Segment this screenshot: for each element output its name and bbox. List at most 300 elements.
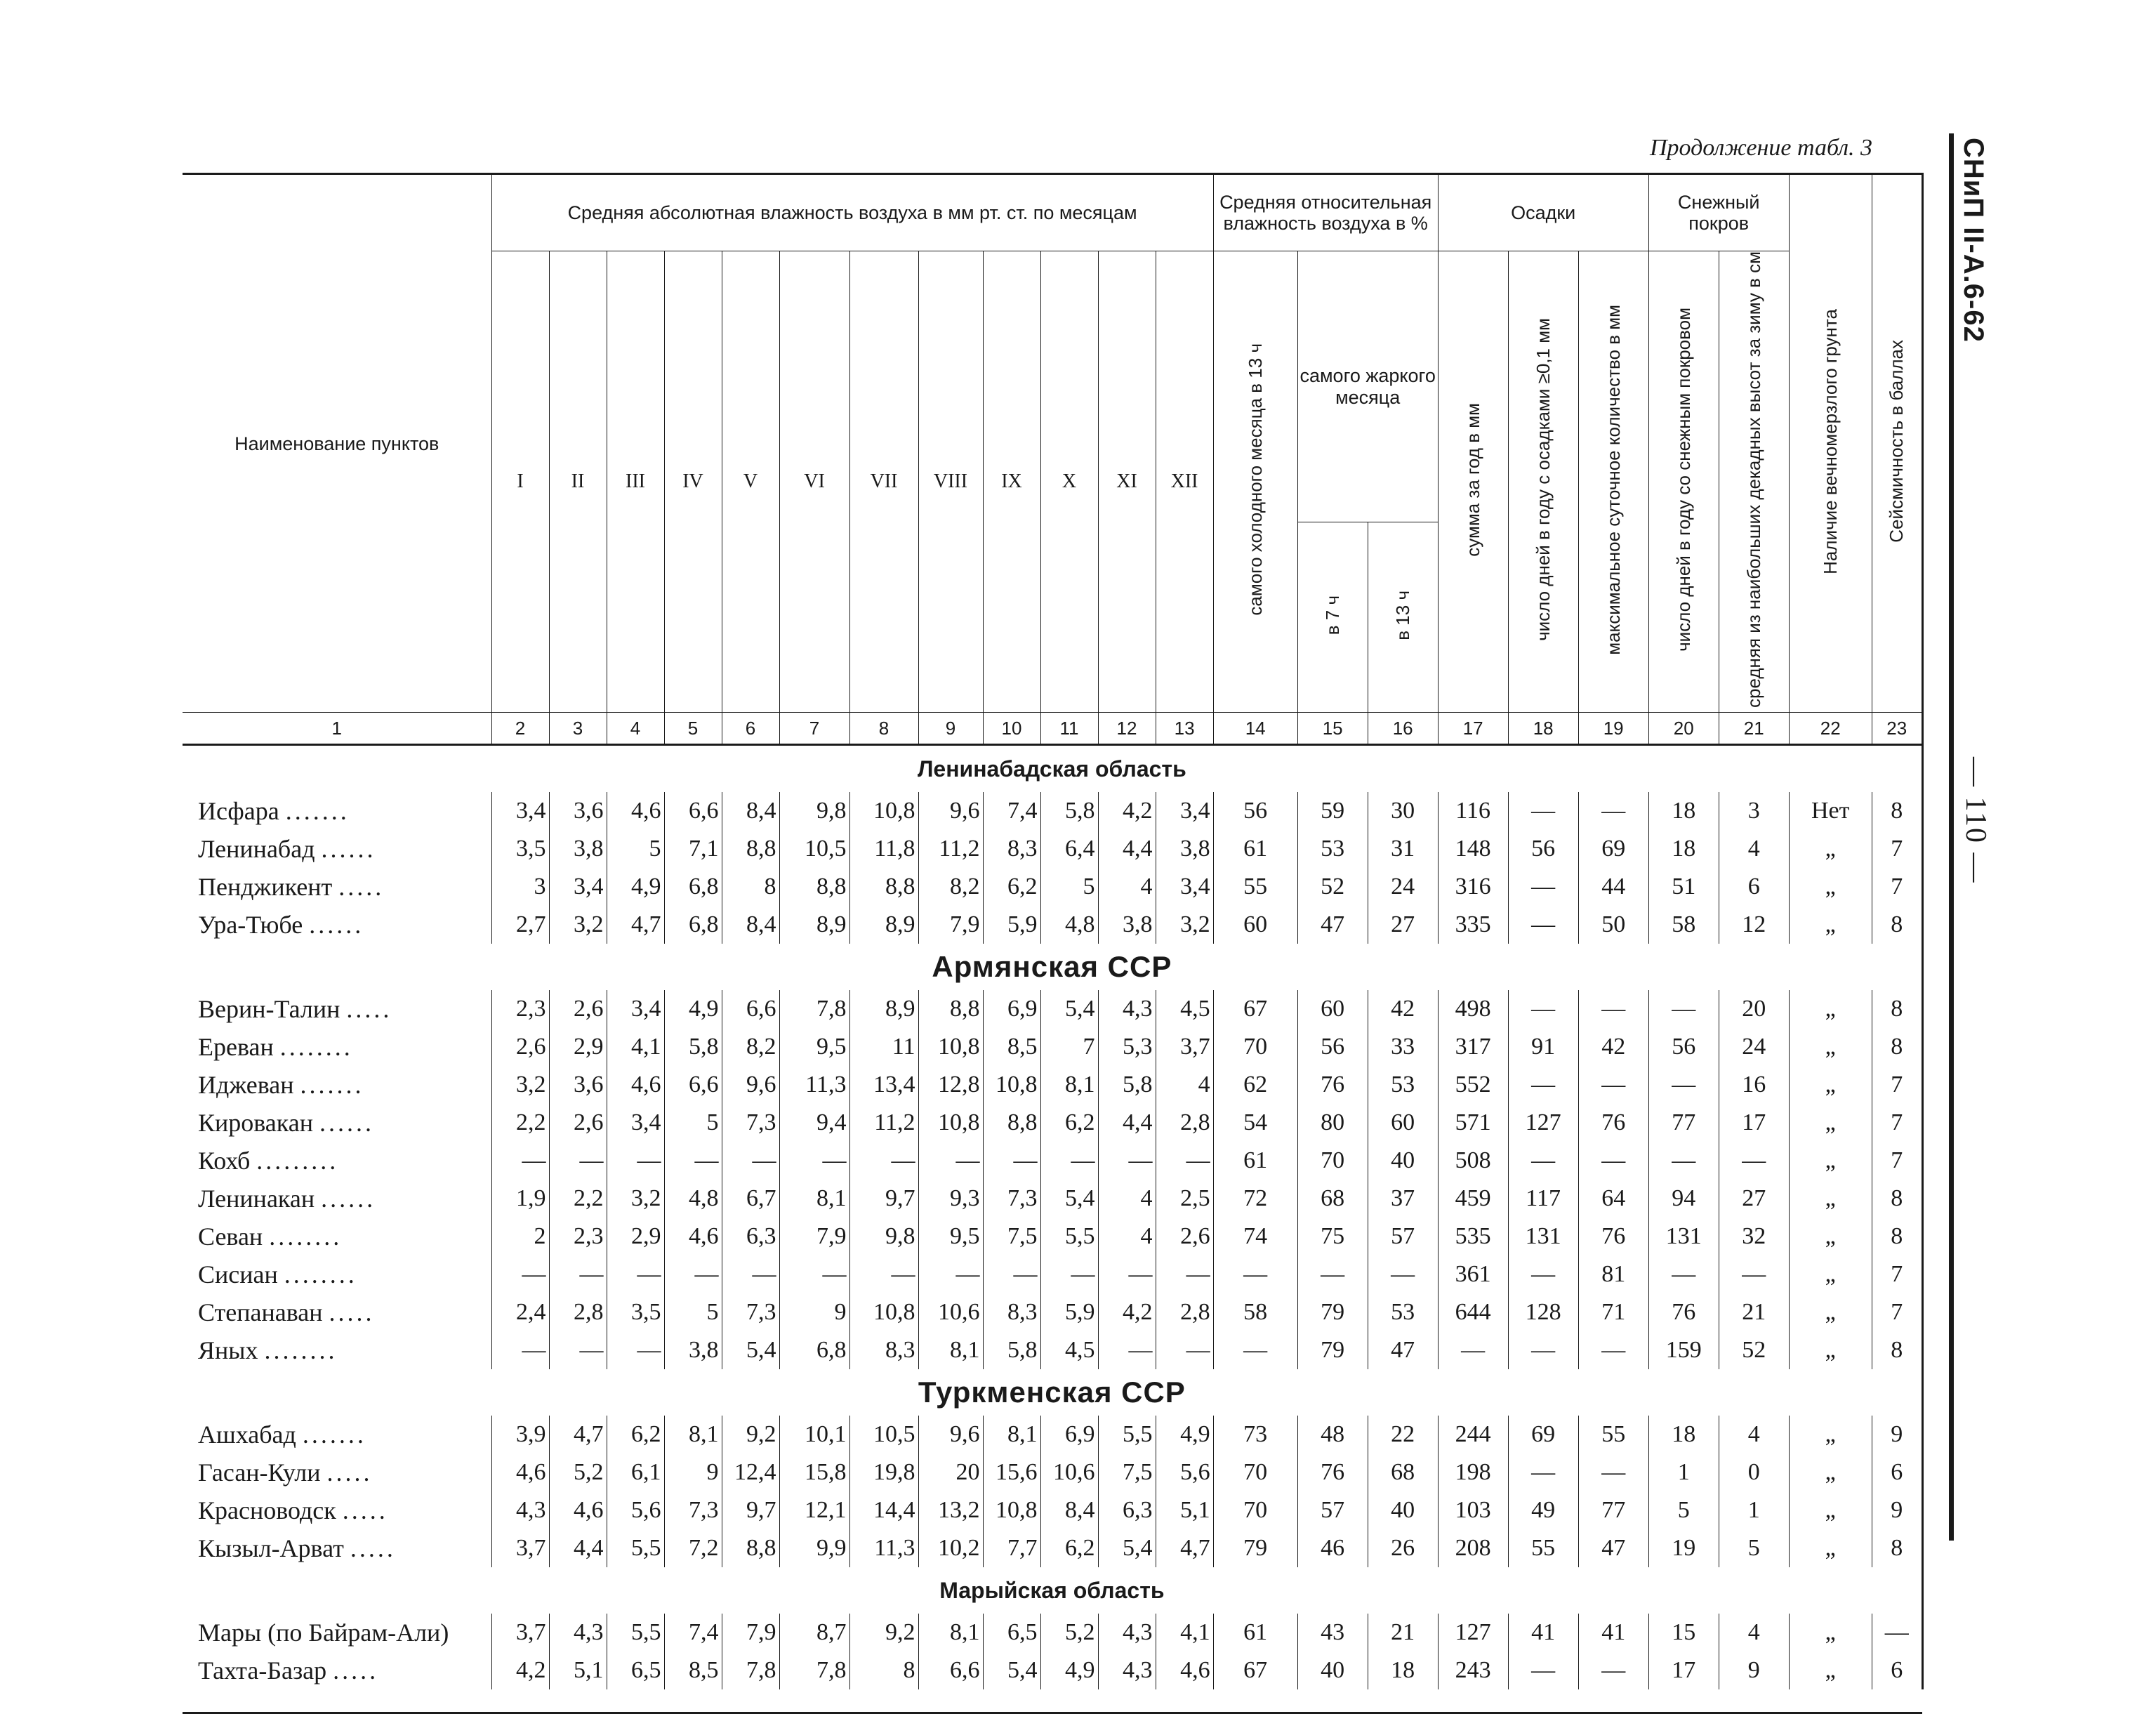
value-cell: 11,8 [849, 830, 918, 868]
leader-dots: ........ [284, 1260, 357, 1289]
region-row [183, 745, 1922, 793]
value-cell: 7 [1872, 868, 1922, 906]
value-cell: 17 [1648, 1652, 1719, 1689]
value-cell: 60 [1213, 906, 1297, 944]
value-cell: 5,1 [1156, 1491, 1213, 1529]
value-cell: 5,4 [983, 1652, 1040, 1689]
value-cell: 9,4 [779, 1104, 849, 1142]
station-name-cell [183, 906, 491, 944]
value-cell: 128 [1508, 1293, 1578, 1331]
value-cell: 1 [1719, 1491, 1789, 1529]
value-cell: 8,8 [983, 1104, 1040, 1142]
value-cell: 10,5 [779, 830, 849, 868]
value-cell: 70 [1213, 1028, 1297, 1066]
value-cell: 11,3 [779, 1066, 849, 1104]
station-name-cell [183, 868, 491, 906]
value-cell: 208 [1438, 1529, 1508, 1567]
region-title: Армянская ССР [932, 950, 1172, 984]
value-cell: 4 [1719, 1416, 1789, 1453]
value-cell: 11,2 [849, 1104, 918, 1142]
value-cell: 7,9 [918, 906, 983, 944]
value-cell: 10,8 [983, 1066, 1040, 1104]
month-header: XI [1098, 251, 1156, 713]
value-cell: 8,1 [918, 1331, 983, 1369]
value-cell: 9,9 [779, 1529, 849, 1567]
column-number: 18 [1508, 713, 1578, 745]
value-cell: 5,8 [983, 1331, 1040, 1369]
value-cell: „ [1789, 906, 1872, 944]
value-cell: 9 [779, 1293, 849, 1331]
value-cell: 27 [1719, 1180, 1789, 1218]
value-cell: 3,4 [1156, 868, 1213, 906]
value-cell: 76 [1297, 1066, 1368, 1104]
value-cell: 3,4 [607, 990, 664, 1028]
month-header: X [1040, 251, 1098, 713]
value-cell: 6,9 [1040, 1416, 1098, 1453]
value-cell: 8,9 [779, 906, 849, 944]
value-cell: 75 [1297, 1218, 1368, 1255]
value-cell: 76 [1578, 1218, 1648, 1255]
value-cell: „ [1789, 1652, 1872, 1689]
value-cell: 8 [1872, 1028, 1922, 1066]
value-cell: — [664, 1142, 722, 1180]
value-cell: 5,1 [549, 1652, 607, 1689]
value-cell: 8 [1872, 1331, 1922, 1369]
value-cell: 7,5 [983, 1218, 1040, 1255]
value-cell: — [1508, 906, 1578, 944]
value-cell: 19 [1648, 1529, 1719, 1567]
value-cell: — [1719, 1142, 1789, 1180]
value-cell: 6,6 [722, 990, 779, 1028]
value-cell: 8,8 [779, 868, 849, 906]
column-number: 10 [983, 713, 1040, 745]
value-cell: „ [1789, 1066, 1872, 1104]
value-cell: „ [1789, 1255, 1872, 1293]
column-number: 11 [1040, 713, 1098, 745]
value-cell: 18 [1648, 792, 1719, 830]
value-cell: 7,2 [664, 1529, 722, 1567]
value-cell: 24 [1719, 1028, 1789, 1066]
value-cell: 70 [1297, 1142, 1368, 1180]
station-name-cell [183, 792, 491, 830]
value-cell: 7,3 [722, 1293, 779, 1331]
column-number: 17 [1438, 713, 1508, 745]
value-cell: 2,2 [491, 1104, 549, 1142]
value-cell: 4,7 [549, 1416, 607, 1453]
value-cell: — [1297, 1255, 1368, 1293]
value-cell: 6,3 [722, 1218, 779, 1255]
value-cell: 5,4 [1098, 1529, 1156, 1567]
leader-dots: ..... [326, 1458, 373, 1487]
value-cell: 10,6 [1040, 1453, 1098, 1491]
station-name: Гасан-Кули [198, 1458, 321, 1487]
value-cell: 12,8 [918, 1066, 983, 1104]
value-cell: 9,6 [918, 1416, 983, 1453]
value-cell: „ [1789, 1453, 1872, 1491]
value-cell: 8,9 [849, 990, 918, 1028]
value-cell: 5,2 [549, 1453, 607, 1491]
region-row [183, 1369, 1922, 1416]
value-cell: 644 [1438, 1293, 1508, 1331]
header-at-13: в 13 ч [1368, 522, 1438, 713]
leader-dots: ..... [342, 1496, 388, 1525]
value-cell: — [1098, 1255, 1156, 1293]
value-cell: 4,9 [607, 868, 664, 906]
month-header: V [722, 251, 779, 713]
column-number: 14 [1213, 713, 1297, 745]
value-cell: 3 [1719, 792, 1789, 830]
value-cell: 7,8 [722, 1652, 779, 1689]
value-cell: 13,2 [918, 1491, 983, 1529]
value-cell: 33 [1368, 1028, 1438, 1066]
value-cell: 8,1 [779, 1180, 849, 1218]
value-cell: 8,1 [983, 1416, 1040, 1453]
table-row [183, 906, 1922, 944]
value-cell: 71 [1578, 1293, 1648, 1331]
station-name-cell [183, 1416, 491, 1453]
value-cell: — [1438, 1331, 1508, 1369]
value-cell: 3,8 [664, 1331, 722, 1369]
value-cell: 3,5 [491, 830, 549, 868]
value-cell: 61 [1213, 1614, 1297, 1652]
value-cell: — [491, 1255, 549, 1293]
value-cell: 7 [1872, 830, 1922, 868]
value-cell: 4,6 [607, 1066, 664, 1104]
station-name: Пенджикент [198, 873, 333, 902]
value-cell: 7,8 [779, 990, 849, 1028]
value-cell: 64 [1578, 1180, 1648, 1218]
value-cell: 5 [664, 1104, 722, 1142]
leader-dots: ...... [321, 1185, 376, 1213]
value-cell: 7,3 [722, 1104, 779, 1142]
table-row [183, 1180, 1922, 1218]
value-cell: 3,6 [549, 792, 607, 830]
value-cell: 2,2 [549, 1180, 607, 1218]
value-cell: 5 [1648, 1491, 1719, 1529]
value-cell: 9,2 [849, 1614, 918, 1652]
value-cell: 3,4 [549, 868, 607, 906]
value-cell: 5,3 [1098, 1028, 1156, 1066]
station-name-cell [183, 1529, 491, 1567]
station-name-cell [183, 1066, 491, 1104]
station-name-cell [183, 1255, 491, 1293]
value-cell: 11,3 [849, 1529, 918, 1567]
header-snow: Снежный покров [1648, 174, 1789, 251]
value-cell: 535 [1438, 1218, 1508, 1255]
table-row [183, 990, 1922, 1028]
value-cell: 10,8 [849, 792, 918, 830]
value-cell: 6,8 [779, 1331, 849, 1369]
value-cell: — [1648, 1066, 1719, 1104]
value-cell: 15 [1648, 1614, 1719, 1652]
station-name: Мары (по Байрам-Али) [198, 1619, 449, 1647]
value-cell: 6 [1872, 1453, 1922, 1491]
value-cell: 52 [1297, 868, 1368, 906]
table-bottom-rule [183, 1689, 1922, 1713]
value-cell: 79 [1297, 1331, 1368, 1369]
value-cell: 4,6 [549, 1491, 607, 1529]
column-number: 19 [1578, 713, 1648, 745]
value-cell: 31 [1368, 830, 1438, 868]
value-cell: 67 [1213, 990, 1297, 1028]
value-cell: 8 [1872, 990, 1922, 1028]
value-cell: 9,6 [918, 792, 983, 830]
value-cell: 69 [1578, 830, 1648, 868]
value-cell: 43 [1297, 1614, 1368, 1652]
value-cell: 9 [1719, 1652, 1789, 1689]
value-cell: 8,9 [849, 906, 918, 944]
value-cell: 127 [1508, 1104, 1578, 1142]
value-cell: 2,3 [549, 1218, 607, 1255]
table-row [183, 1529, 1922, 1567]
value-cell: 44 [1578, 868, 1648, 906]
header-coldest: самого холодного месяца в 13 ч [1213, 251, 1297, 713]
value-cell: 361 [1438, 1255, 1508, 1293]
value-cell: 94 [1648, 1180, 1719, 1218]
value-cell: 0 [1719, 1453, 1789, 1491]
column-number: 20 [1648, 713, 1719, 745]
value-cell: 54 [1213, 1104, 1297, 1142]
value-cell: 10,6 [918, 1293, 983, 1331]
header-name: Наименование пунктов [183, 174, 491, 713]
value-cell: 571 [1438, 1104, 1508, 1142]
station-name: Кировакан [198, 1109, 313, 1138]
value-cell: — [607, 1142, 664, 1180]
value-cell: — [1648, 1142, 1719, 1180]
value-cell: — [1156, 1255, 1213, 1293]
value-cell: 8,7 [779, 1614, 849, 1652]
station-name: Яных [198, 1336, 258, 1365]
station-name-cell [183, 1491, 491, 1529]
value-cell: — [491, 1331, 549, 1369]
station-name-cell [183, 990, 491, 1028]
header-precip-sum: сумма за год в мм [1438, 251, 1508, 713]
region-row [183, 944, 1922, 990]
value-cell: 5,8 [664, 1028, 722, 1066]
leader-dots: ........ [269, 1222, 343, 1251]
value-cell: „ [1789, 830, 1872, 868]
value-cell: 9,8 [779, 792, 849, 830]
table-body [183, 745, 1922, 1713]
value-cell: 76 [1297, 1453, 1368, 1491]
value-cell: 4,7 [1156, 1529, 1213, 1567]
month-header: VII [849, 251, 918, 713]
leader-dots: ..... [350, 1534, 396, 1563]
value-cell: „ [1789, 1614, 1872, 1652]
value-cell: 6,2 [607, 1416, 664, 1453]
column-number: 23 [1872, 713, 1922, 745]
value-cell: 69 [1508, 1416, 1578, 1453]
station-name-cell [183, 1218, 491, 1255]
value-cell: 10,1 [779, 1416, 849, 1453]
value-cell: — [1508, 1255, 1578, 1293]
value-cell: 4 [1719, 830, 1789, 868]
value-cell: 4,6 [1156, 1652, 1213, 1689]
column-number: 5 [664, 713, 722, 745]
value-cell: 8 [849, 1652, 918, 1689]
value-cell: 4,6 [607, 792, 664, 830]
station-name: Ленинабад [198, 835, 315, 864]
value-cell: 4 [1098, 1218, 1156, 1255]
value-cell: „ [1789, 1529, 1872, 1567]
value-cell: 8,4 [722, 792, 779, 830]
value-cell: 4,8 [664, 1180, 722, 1218]
table-row [183, 1028, 1922, 1066]
value-cell: 2,6 [1156, 1218, 1213, 1255]
value-cell: — [1578, 1652, 1648, 1689]
value-cell: 9 [1872, 1416, 1922, 1453]
value-cell: 5,9 [1040, 1293, 1098, 1331]
value-cell: 41 [1508, 1614, 1578, 1652]
value-cell: 5 [607, 830, 664, 868]
value-cell: 7,1 [664, 830, 722, 868]
table-header [183, 174, 1922, 745]
value-cell: 7 [1872, 1142, 1922, 1180]
value-cell: 3,7 [1156, 1028, 1213, 1066]
table-row [183, 830, 1922, 868]
value-cell: 5,9 [983, 906, 1040, 944]
value-cell: — [849, 1142, 918, 1180]
value-cell: 244 [1438, 1416, 1508, 1453]
value-cell: „ [1789, 868, 1872, 906]
value-cell: 8,1 [918, 1614, 983, 1652]
month-header: IV [664, 251, 722, 713]
value-cell: 40 [1368, 1142, 1438, 1180]
value-cell: 8,5 [983, 1028, 1040, 1066]
value-cell: 47 [1578, 1529, 1648, 1567]
value-cell: 5,2 [1040, 1614, 1098, 1652]
region-title: Марыйская область [939, 1577, 1165, 1603]
value-cell: 4,6 [664, 1218, 722, 1255]
value-cell: — [1040, 1142, 1098, 1180]
value-cell: 58 [1648, 906, 1719, 944]
station-name: Севан [198, 1222, 263, 1251]
value-cell: 6,7 [722, 1180, 779, 1218]
value-cell: 52 [1719, 1331, 1789, 1369]
station-name: Ленинакан [198, 1185, 315, 1213]
value-cell: 7,9 [779, 1218, 849, 1255]
table-row [183, 1652, 1922, 1689]
value-cell: — [1508, 1453, 1578, 1491]
value-cell: 2,5 [1156, 1180, 1213, 1218]
value-cell: 2,9 [607, 1218, 664, 1255]
region-title: Ленинабадская область [917, 756, 1186, 782]
value-cell: 48 [1297, 1416, 1368, 1453]
value-cell: 4,9 [1040, 1652, 1098, 1689]
value-cell: 8 [1872, 906, 1922, 944]
value-cell: 5,5 [607, 1614, 664, 1652]
value-cell: 12,4 [722, 1453, 779, 1491]
value-cell: 18 [1648, 1416, 1719, 1453]
value-cell: 5 [664, 1293, 722, 1331]
value-cell: — [1508, 868, 1578, 906]
value-cell: 18 [1648, 830, 1719, 868]
value-cell: — [549, 1142, 607, 1180]
value-cell: 8 [1872, 1180, 1922, 1218]
value-cell: 5 [1719, 1529, 1789, 1567]
station-name-cell [183, 1453, 491, 1491]
leader-dots: ....... [302, 1420, 366, 1449]
value-cell: 3,2 [607, 1180, 664, 1218]
region-cell [183, 1369, 1922, 1416]
station-name: Исфара [198, 797, 279, 826]
value-cell: 6,2 [1040, 1104, 1098, 1142]
header-precip-max: максимальное суточное количество в мм [1578, 251, 1648, 713]
value-cell: 72 [1213, 1180, 1297, 1218]
value-cell: 10,8 [849, 1293, 918, 1331]
value-cell: 9,7 [722, 1491, 779, 1529]
value-cell: 8,1 [664, 1416, 722, 1453]
region-cell [183, 1567, 1922, 1614]
value-cell: — [1578, 1066, 1648, 1104]
month-header: I [491, 251, 549, 713]
value-cell: 68 [1368, 1453, 1438, 1491]
value-cell: 2,9 [549, 1028, 607, 1066]
value-cell: 55 [1213, 868, 1297, 906]
header-at-7: в 7 ч [1297, 522, 1368, 713]
value-cell: 42 [1578, 1028, 1648, 1066]
station-name: Ашхабад [198, 1420, 296, 1449]
station-name-cell [183, 1614, 491, 1652]
value-cell: 5,4 [1040, 990, 1098, 1028]
value-cell: 26 [1368, 1529, 1438, 1567]
value-cell: 4 [1098, 868, 1156, 906]
value-cell: 3,8 [1156, 830, 1213, 868]
value-cell: „ [1789, 1491, 1872, 1529]
value-cell: 24 [1368, 868, 1438, 906]
column-number: 7 [779, 713, 849, 745]
value-cell: — [1098, 1331, 1156, 1369]
value-cell: 79 [1297, 1293, 1368, 1331]
value-cell: 4,7 [607, 906, 664, 944]
leader-dots: ..... [346, 995, 392, 1024]
station-name: Красноводск [198, 1496, 336, 1525]
value-cell: 5,6 [607, 1491, 664, 1529]
value-cell: 5,4 [722, 1331, 779, 1369]
header-seismic: Сейсмичность в баллах [1872, 174, 1922, 713]
value-cell: 7,7 [983, 1529, 1040, 1567]
leader-dots: ...... [319, 1109, 374, 1138]
column-number-row [183, 713, 1922, 745]
value-cell: 459 [1438, 1180, 1508, 1218]
value-cell: 9,7 [849, 1180, 918, 1218]
value-cell: 7 [1872, 1066, 1922, 1104]
value-cell: 4,8 [1040, 906, 1098, 944]
value-cell: 15,6 [983, 1453, 1040, 1491]
leader-dots: ....... [300, 1071, 364, 1100]
value-cell: 51 [1648, 868, 1719, 906]
value-cell: 243 [1438, 1652, 1508, 1689]
value-cell: 3,9 [491, 1416, 549, 1453]
value-cell: — [1508, 1066, 1578, 1104]
value-cell: 81 [1578, 1255, 1648, 1293]
value-cell: 3,5 [607, 1293, 664, 1331]
value-cell: 60 [1368, 1104, 1438, 1142]
value-cell: 37 [1368, 1180, 1438, 1218]
month-header: IX [983, 251, 1040, 713]
value-cell: 116 [1438, 792, 1508, 830]
value-cell: 2,8 [549, 1293, 607, 1331]
station-name-cell [183, 1142, 491, 1180]
value-cell: 42 [1368, 990, 1438, 1028]
value-cell: 2,8 [1156, 1293, 1213, 1331]
station-name: Ура-Тюбе [198, 911, 303, 940]
value-cell: — [607, 1255, 664, 1293]
value-cell: 9,5 [779, 1028, 849, 1066]
value-cell: 4,2 [491, 1652, 549, 1689]
value-cell: — [1508, 792, 1578, 830]
value-cell: 30 [1368, 792, 1438, 830]
